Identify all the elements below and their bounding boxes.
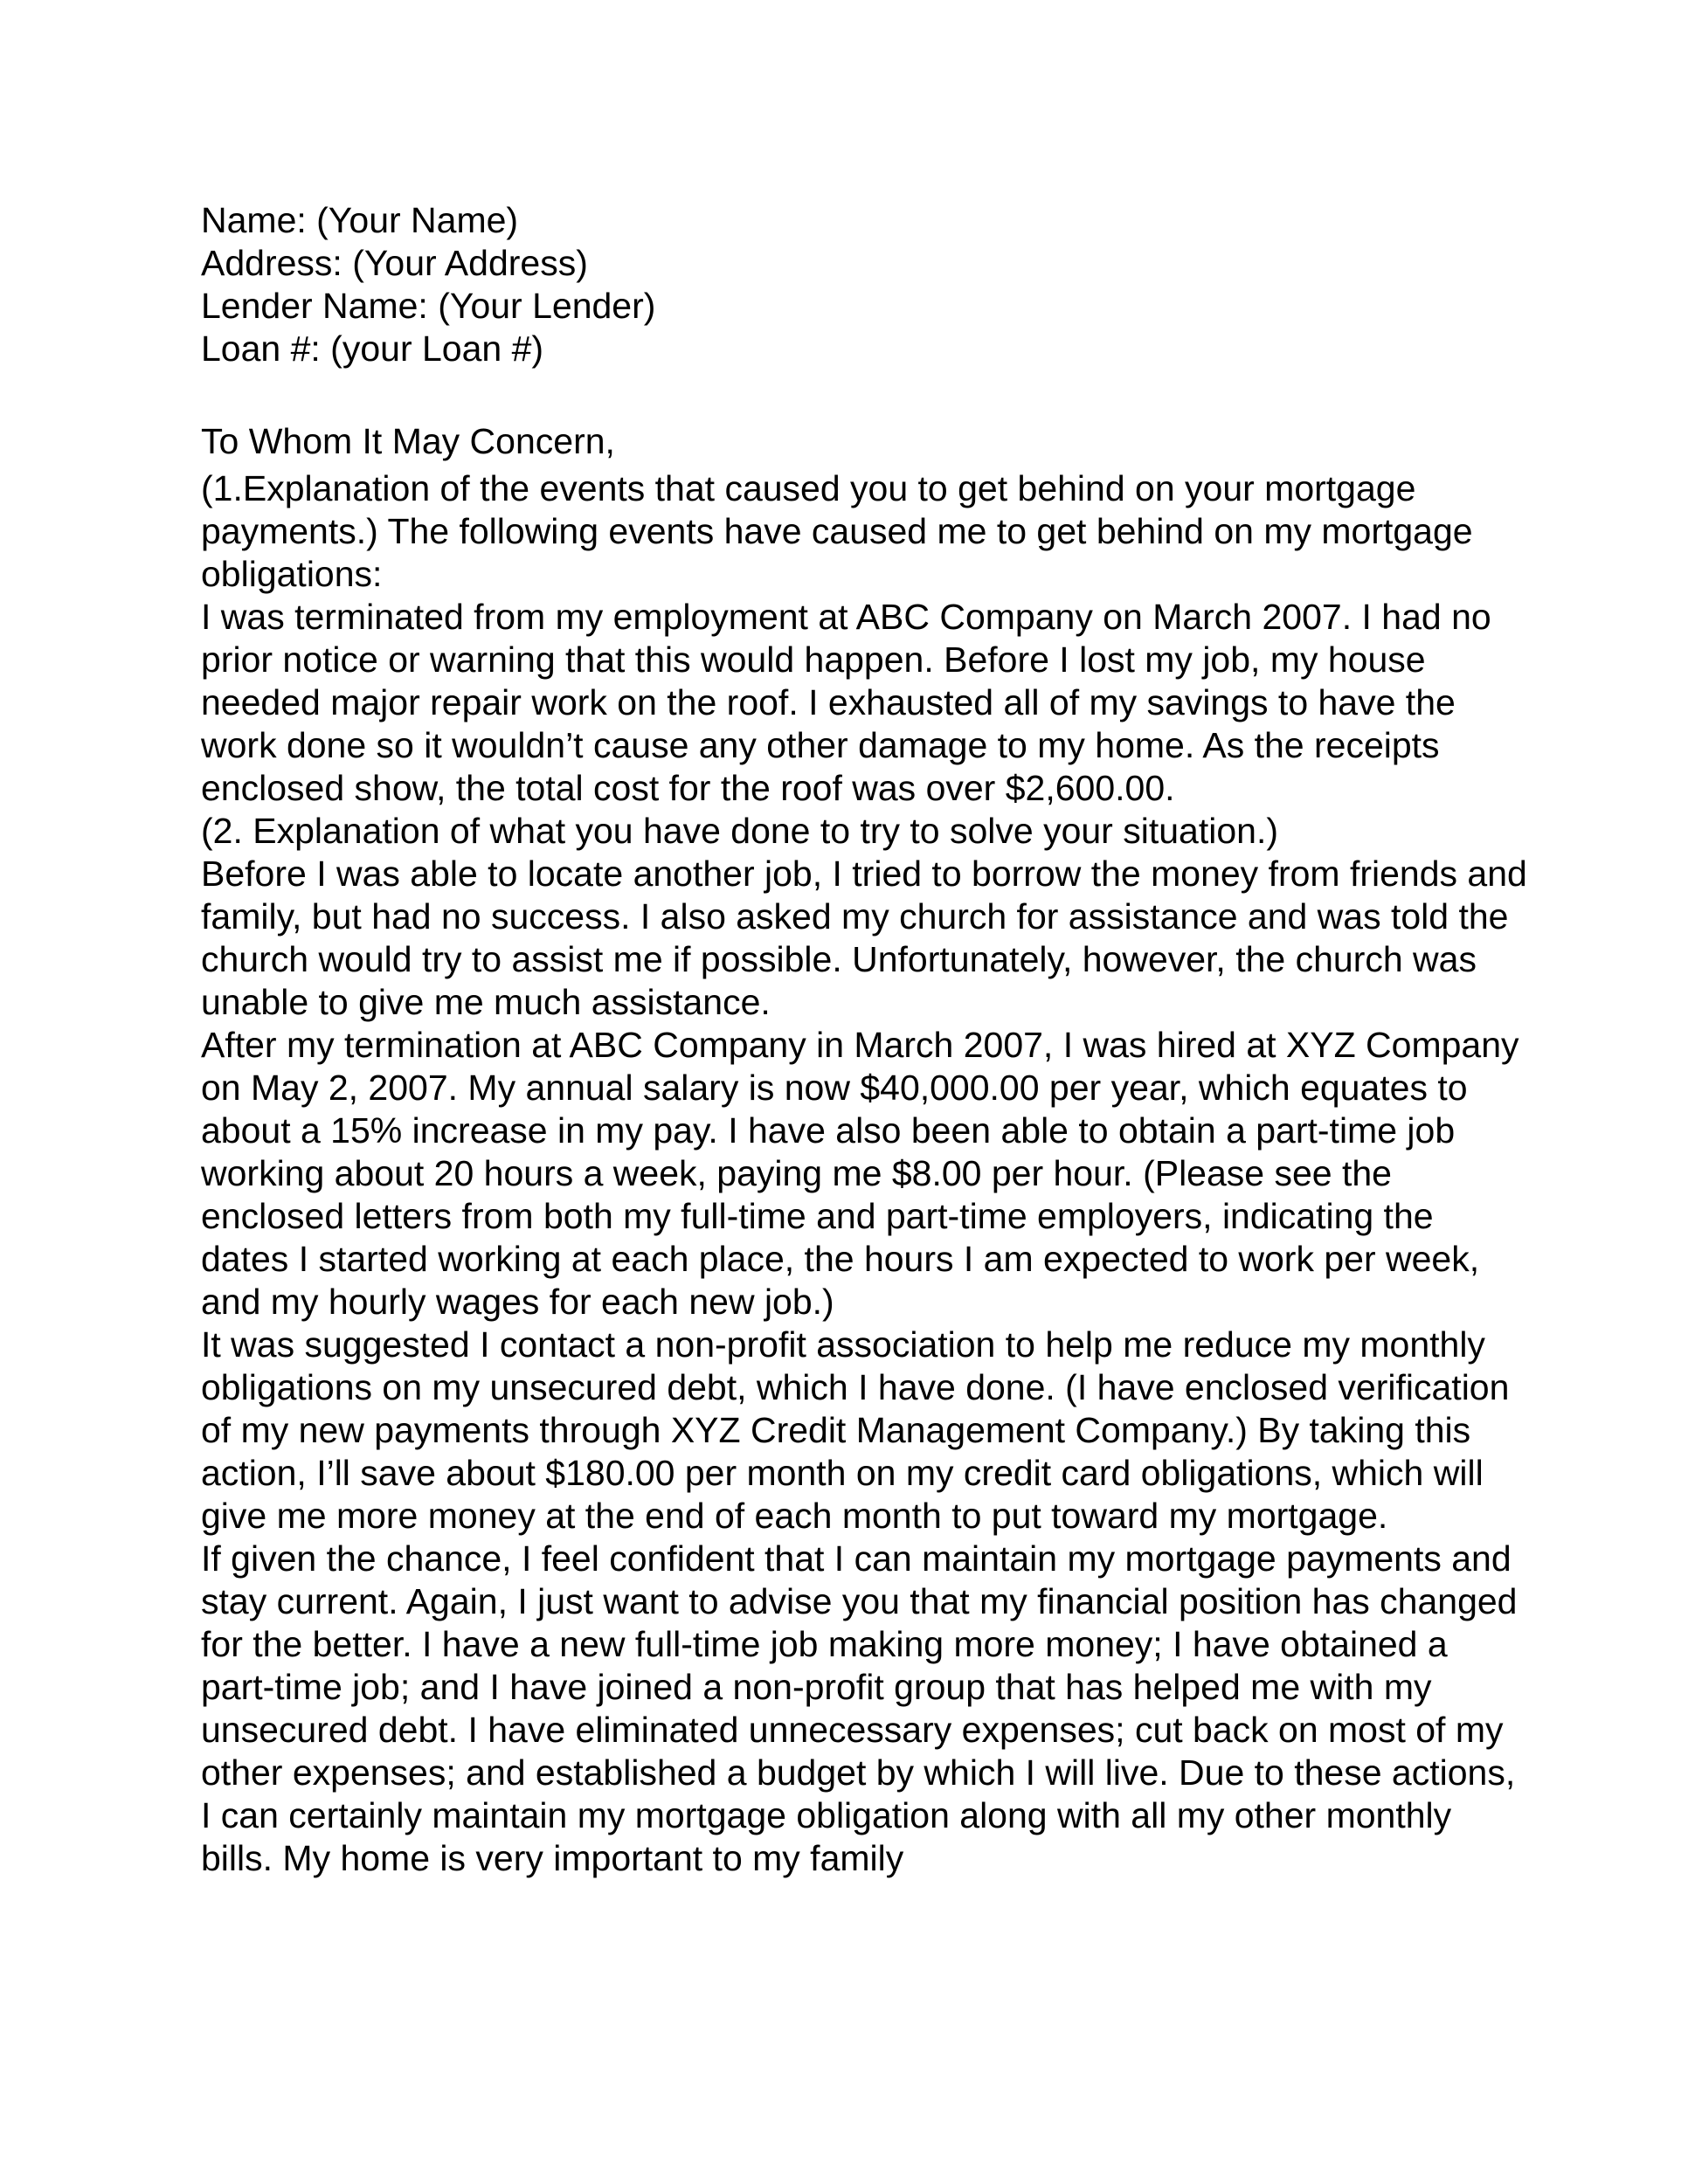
paragraph-explanation-heading: (1.Explanation of the events that caused you to get behind on your mortgage payments.) The following events have caused me to get behind on my mortgage obligations: [201,468,1473,594]
header-lender-line: Lender Name: (Your Lender) [201,286,656,326]
header-name-line: Name: (Your Name) [201,200,519,240]
hardship-letter [201,199,1529,1880]
paragraph-new-employment: After my termination at ABC Company in March 2007, I was hired at XYZ Company on May 2, 2007. My annual salary is now $40,000.00 per year, which equates to about a 15% increase in my pay. I have also been able to obtain a part-time job working about 20 hours a week, paying me $8.00 per hour. (Please see the enclosed letters from both my full-time and part-time employers, indicating the dates I started working at each place, the hours I am expected to work per week, and my hourly wages for each new job.) [201,1025,1519,1322]
paragraph-borrowing-attempts: Before I was able to locate another job, I tried to borrow the money from friends and family, but had no success. I also asked my church for assistance and was told the church would try to assist me if possible. Unfortunately, however, the church was unable to give me much assistance. [201,854,1527,1022]
paragraph-solution-heading: (2. Explanation of what you have done to try to solve your situation.) [201,811,1278,851]
paragraph-termination: I was terminated from my employment at ABC Company on March 2007. I had no prior notice or warning that this would happen. Before I lost my job, my house needed major repair work on the roof. I exhausted all of my savings to have the work done so it wouldn’t cause any other damage to my home. As the receipts enclosed show, the total cost for the roof was over $2,600.00. [201,597,1491,808]
salutation: To Whom It May Concern, [201,421,615,461]
paragraph-debt-counseling: It was suggested I contact a non-profit association to help me reduce my monthly obligations on my unsecured debt, which I have done. (I have enclosed verification of my new payments through XYZ Credit Management Company.) By taking this action, I’ll save about $180.00 per month on my credit card obligations, which will give me more money at the end of each month to put toward my mortgage. [201,1324,1510,1536]
paragraph-confidence: If given the chance, I feel confident that I can maintain my mortgage payments and stay current. Again, I just want to advise you that my financial position has changed for the better. I have a new full-time job making more money; I have obtained a part-time job; and I have joined a non-profit group that has helped me with my unsecured debt. I have eliminated unnecessary expenses; cut back on most of my other expenses; and established a budget by which I will live. Due to these actions, I can certainly maintain my mortgage obligation along with all my other monthly bills. My home is very important to my family [201,1538,1518,1878]
header-loan-line: Loan #: (your Loan #) [201,328,544,369]
letter-header [201,199,1529,370]
header-address-line: Address: (Your Address) [201,243,588,283]
